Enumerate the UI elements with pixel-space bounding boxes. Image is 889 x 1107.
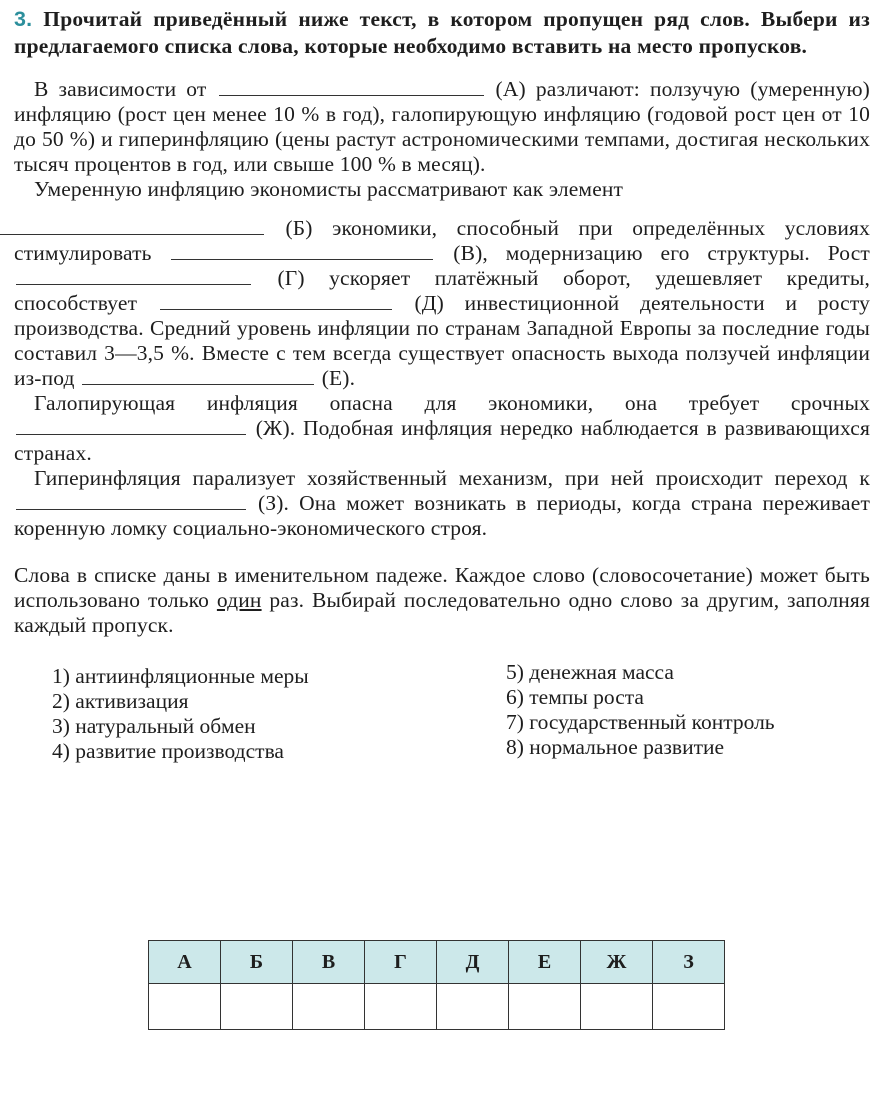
text-span: Гиперинфляция парализует хозяйственный механизм, при ней происходит переход к bbox=[34, 466, 870, 490]
answer-cell-zh[interactable] bbox=[581, 984, 653, 1030]
option-3: 3) натуральный обмен bbox=[52, 714, 256, 738]
text-span: (Г) ускоряет платёжный оборот, удешевляет кредиты, способствует bbox=[14, 266, 870, 315]
answer-table-header-row bbox=[149, 941, 725, 984]
blank-zh[interactable] bbox=[16, 426, 246, 435]
underlined-word: один bbox=[216, 588, 262, 612]
passage-paragraph-1 bbox=[14, 77, 870, 177]
word-list-instruction bbox=[14, 563, 870, 638]
answer-header-v: В bbox=[293, 941, 365, 984]
passage-paragraph-4 bbox=[14, 466, 870, 541]
option-6: 6) темпы роста bbox=[506, 685, 644, 709]
blank-d[interactable] bbox=[160, 301, 392, 310]
options-column-right bbox=[506, 660, 775, 760]
option-4: 4) развитие производства bbox=[52, 739, 284, 763]
text-span: (Д) инвестиционной деятельности и росту производства. Средний уровень инфляции по странам Западной Европы за последние годы составил 3—3,5 %. Вместе с тем всегда существует опасность выхода ползучей инфляции из-под bbox=[14, 291, 870, 390]
answer-header-zh: Ж bbox=[581, 941, 653, 984]
text-span: (Б) экономики, способный при определённых условиях стимулировать bbox=[14, 216, 870, 265]
blank-v[interactable] bbox=[171, 251, 433, 260]
answer-table-input-row bbox=[149, 984, 725, 1030]
text-span: (З). Она может возникать в периоды, когда страна переживает коренную ломку социально-экономического строя. bbox=[14, 491, 870, 540]
answer-cell-b[interactable] bbox=[221, 984, 293, 1030]
word-options bbox=[14, 660, 870, 768]
answer-header-a: А bbox=[149, 941, 221, 984]
answer-cell-d[interactable] bbox=[437, 984, 509, 1030]
answer-cell-g[interactable] bbox=[365, 984, 437, 1030]
text-span: (Ж). Подобная инфляция нередко наблюдается в развивающихся странах. bbox=[14, 416, 870, 465]
option-8: 8) нормальное развитие bbox=[506, 735, 725, 759]
task-instruction bbox=[14, 6, 870, 60]
text-span: (В), модернизацию его структуры. Рост bbox=[453, 241, 870, 265]
options-column-left bbox=[52, 664, 309, 764]
text-span: (Е). bbox=[321, 366, 356, 390]
task-instruction-text: Прочитай приведённый ниже текст, в котором пропущен ряд слов. Выбери из предлагаемого списка слова, которые необходимо вставить на место пропусков. bbox=[14, 7, 870, 58]
answer-header-b: Б bbox=[221, 941, 293, 984]
task-number: 3. bbox=[14, 7, 33, 31]
passage-paragraph-2 bbox=[14, 177, 870, 391]
text-span: Галопирующая инфляция опасна для экономики, она требует срочных bbox=[34, 391, 870, 415]
text-span: раз. Выбирай последовательно одно слово за другим, заполняя каждый пропуск. bbox=[14, 588, 870, 637]
answer-cell-a[interactable] bbox=[149, 984, 221, 1030]
blank-b[interactable] bbox=[0, 226, 264, 235]
answer-header-g: Г bbox=[365, 941, 437, 984]
option-2: 2) активизация bbox=[52, 689, 189, 713]
answer-header-e: Е bbox=[509, 941, 581, 984]
answer-table bbox=[148, 940, 725, 1030]
exercise bbox=[14, 6, 870, 768]
blank-z[interactable] bbox=[16, 501, 246, 510]
text-span: (А) различают: ползучую (умеренную) инфляцию (рост цен менее 10 % в год), галопирующую инфляцию (годовой рост цен от 10 до 50 %) и гиперинфляцию (цены растут астрономическими темпами, достигая нескольких тысяч процентов в год, или свыше 100 % в месяц). bbox=[14, 77, 870, 176]
blank-a[interactable] bbox=[219, 87, 484, 96]
option-1: 1) антиинфляционные меры bbox=[52, 664, 309, 688]
blank-g[interactable] bbox=[16, 276, 251, 285]
answer-header-z: З bbox=[653, 941, 725, 984]
option-5: 5) денежная масса bbox=[506, 660, 674, 684]
blank-e[interactable] bbox=[82, 376, 314, 385]
text-span: Умеренную инфляцию экономисты рассматривают как элемент bbox=[34, 177, 624, 201]
answer-cell-v[interactable] bbox=[293, 984, 365, 1030]
answer-header-d: Д bbox=[437, 941, 509, 984]
text-span: Слова в списке даны в именительном падеже. Каждое слово (словосочетание) может быть использовано только bbox=[14, 563, 870, 612]
answer-cell-e[interactable] bbox=[509, 984, 581, 1030]
text-span: В зависимости от bbox=[34, 77, 207, 101]
option-7: 7) государственный контроль bbox=[506, 710, 775, 734]
answer-cell-z[interactable] bbox=[653, 984, 725, 1030]
passage bbox=[14, 77, 870, 541]
passage-paragraph-3 bbox=[14, 391, 870, 466]
